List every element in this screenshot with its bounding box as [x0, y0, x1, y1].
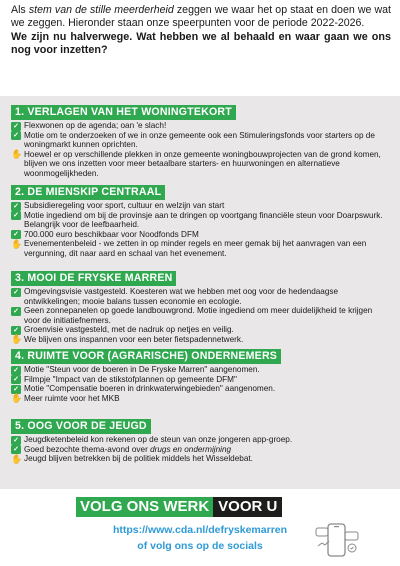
- hand-icon: ✋: [11, 149, 23, 160]
- section-jeugd: [11, 416, 389, 464]
- phone-social-icon: [314, 520, 360, 560]
- intro-pre: Als: [11, 4, 29, 16]
- check-icon: ✓: [11, 326, 21, 335]
- socials-text: of volg ons op de socials: [137, 540, 263, 552]
- check-icon: ✓: [11, 122, 21, 131]
- check-icon: ✓: [11, 375, 21, 384]
- list-item: [11, 394, 389, 404]
- list-item: [11, 201, 389, 211]
- item-text: Jeugd blijven betrekken bij de politiek middels het Wisseldebat.: [24, 454, 253, 464]
- intro-post: zeggen we waar het op staat en doen we wat we zeggen. Hieronder staan onze speerpunten voor de periode 2022-2026.: [11, 4, 391, 30]
- check-icon: ✓: [11, 211, 21, 220]
- follow-banner-dark: VOOR U: [213, 497, 282, 517]
- list-item: [11, 435, 389, 445]
- list-item: [11, 239, 389, 258]
- list-item: [11, 384, 389, 394]
- hand-icon: ✋: [11, 238, 23, 249]
- item-text: Jeugdketenbeleid kon rekenen op de steun van onze jongeren app-groep.: [24, 435, 293, 444]
- item-text: Motie om te onderzoeken of we in onze gemeente ook een Stimuleringsfonds voor starters op de woningmarkt kunnen oprichten.: [24, 130, 375, 150]
- item-text: Subsidieregeling voor sport, cultuur en welzijn van start: [24, 201, 225, 210]
- list-item: [11, 454, 389, 464]
- item-text: 700.000 euro beschikbaar voor Noodfonds DFM: [24, 229, 199, 239]
- intro-text: [11, 4, 391, 30]
- section-mienskip: [11, 182, 389, 259]
- section-title: 2. DE MIENSKIP CENTRAAL: [11, 185, 165, 200]
- item-text: [24, 445, 389, 455]
- list-item: [11, 121, 389, 131]
- list-item: [11, 325, 389, 335]
- section-title: 3. MOOI DE FRYSKE MARREN: [11, 271, 176, 286]
- section-ondernemers: [11, 346, 389, 403]
- item-text: We blijven ons inspannen voor een beter fietspadennetwerk.: [24, 334, 244, 344]
- item-text: Motie "Compensatie boeren in drinkwaterwingebieden" aangenomen.: [24, 384, 276, 394]
- item-text: Meer ruimte voor het MKB: [24, 393, 120, 403]
- item-text: Motie ingediend om bij de provinsje aan te dringen op voortgang financiële steun voor Doarpswurk. Belangrijk voor de leefbaarheid.: [24, 210, 383, 230]
- item-text: Motie "Steun voor de boeren in De Fryske Marren" aangenomen.: [24, 365, 260, 374]
- list-item: [11, 445, 389, 455]
- list-item: [11, 365, 389, 375]
- item-text: Omgevingsvisie vastgesteld. Koesteren wat we hebben met oog voor de hedendaagse ontwikkelingen; mooie balans tussen economie en ecologie.: [24, 287, 339, 306]
- item-text-emphasis: drugs en ondermijning: [150, 444, 232, 454]
- list-item: [11, 131, 389, 150]
- item-text-pre: Goed bezochte thema-avond over: [24, 444, 151, 454]
- list-item: [11, 211, 389, 230]
- section-fryske-marren: [11, 268, 389, 345]
- website-link[interactable]: https://www.cda.nl/defryskemarren: [112, 524, 288, 536]
- item-text: Filmpje "Impact van de stikstofplannen op gemeente DFM": [24, 374, 237, 384]
- list-item: [11, 287, 389, 306]
- check-icon: ✓: [11, 202, 21, 211]
- check-icon: ✓: [11, 288, 21, 297]
- intro-block: [11, 4, 391, 57]
- item-text: Hoewel er op verschillende plekken in onze gemeente woningbouwprojecten van de grond komen, blijven we ons inzetten voor meer betaalbare starters- en huurwoningen en alternatieve woonmogelijkheden.: [24, 149, 381, 178]
- follow-banner-green: VOLG ONS WERK: [76, 497, 213, 517]
- section-woningtekort: [11, 102, 389, 179]
- section-title: 1. VERLAGEN VAN HET WONINGTEKORT: [11, 105, 236, 120]
- check-icon: ✓: [11, 366, 21, 375]
- speerpunten-panel: [0, 96, 400, 489]
- list-item: [11, 230, 389, 240]
- check-icon: ✓: [11, 307, 21, 316]
- hand-icon: ✋: [11, 393, 23, 404]
- section-title: 5. OOG VOOR DE JEUGD: [11, 419, 151, 434]
- check-icon: ✓: [11, 131, 21, 140]
- hand-icon: ✋: [11, 334, 23, 345]
- check-icon: ✓: [11, 445, 21, 454]
- intro-question: We zijn nu halverwege. Wat hebben we al behaald en waar gaan we ons nog voor inzetten?: [11, 31, 391, 57]
- item-text: Geen zonnepanelen op goede landbouwgrond. Motie ingediend om meer duidelijkheid te krijgen voor de initiatiefnemers.: [24, 306, 373, 325]
- check-icon: ✓: [11, 436, 21, 445]
- intro-emphasis: stem van de stille meerderheid: [28, 4, 174, 16]
- follow-banner: [76, 497, 282, 517]
- list-item: [11, 150, 389, 179]
- check-icon: ✓: [11, 385, 21, 394]
- list-item: [11, 306, 389, 325]
- check-icon: ✓: [11, 230, 21, 239]
- hand-icon: ✋: [11, 453, 23, 464]
- section-title: 4. RUIMTE VOOR (AGRARISCHE) ONDERNEMERS: [11, 349, 281, 364]
- item-text: Groenvisie vastgesteld, met de nadruk op netjes en veilig.: [24, 325, 234, 335]
- item-text: Evenementenbeleid - we zetten in op minder regels en meer gemak bij het aanvragen van een vergunning, dit naar aard en schaal van het evenement.: [24, 239, 367, 258]
- item-text: Flexwonen op de agenda; oan 'e slach!: [24, 121, 167, 130]
- list-item: [11, 375, 389, 385]
- list-item: [11, 335, 389, 345]
